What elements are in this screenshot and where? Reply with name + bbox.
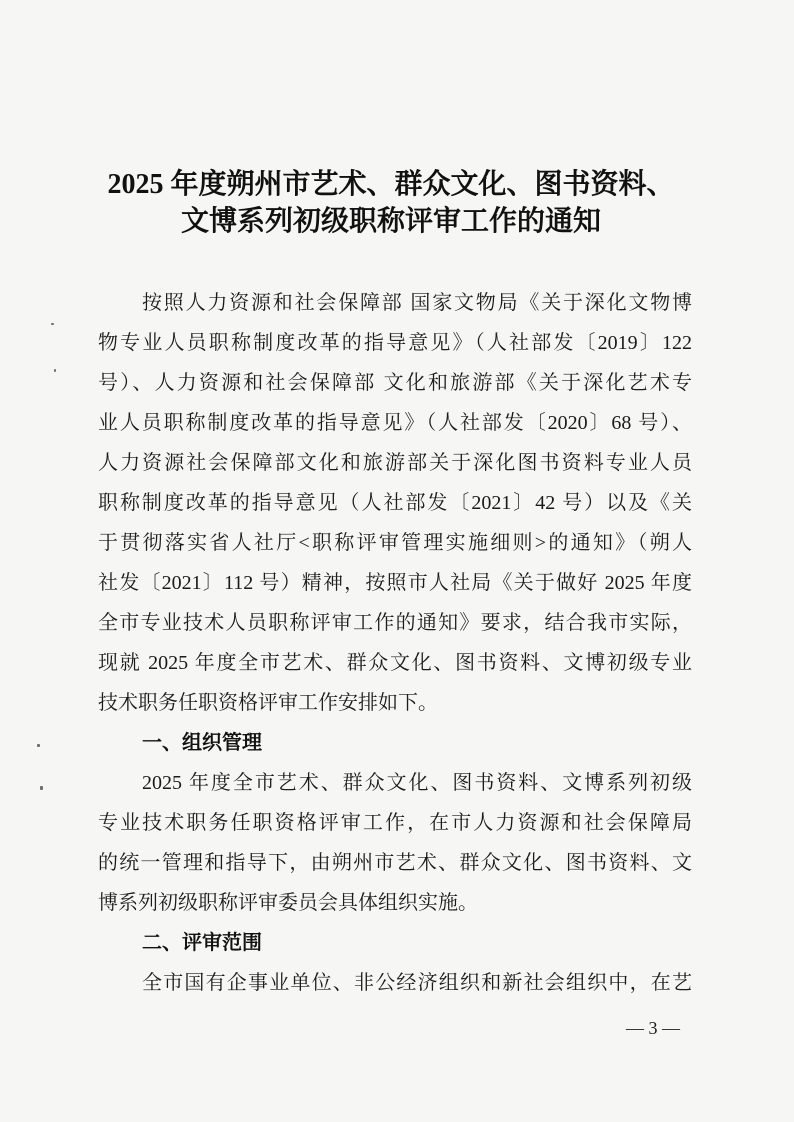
text-line: 于贯彻落实省人社厅<职称评审管理实施细则>的通知》（朔人 — [98, 532, 692, 554]
scope-paragraph — [98, 963, 692, 1003]
intro-paragraph — [98, 283, 692, 723]
scan-speck — [54, 369, 56, 372]
text-line: 的统一管理和指导下，由朔州市艺术、群众文化、图书资料、文 — [98, 852, 692, 874]
scan-speck — [51, 323, 54, 325]
text-line: 人力资源社会保障部文化和旅游部关于深化图书资料专业人员 — [98, 452, 692, 474]
document-title — [0, 166, 782, 240]
document-body — [98, 283, 692, 1003]
text-line: 全市专业技术人员职称评审工作的通知》要求，结合我市实际， — [98, 612, 692, 634]
section-heading-organization: 一、组织管理 — [142, 732, 262, 754]
text-line: 博系列初级职称评审委员会具体组织实施。 — [98, 892, 478, 914]
text-line: 按照人力资源和社会保障部 国家文物局《关于深化文物博 — [142, 292, 692, 314]
scan-speck — [37, 744, 40, 747]
page-number: — 3 — — [626, 1018, 680, 1038]
scan-speck — [40, 786, 43, 790]
text-line: 业人员职称制度改革的指导意见》（人社部发〔2020〕68 号）、 — [98, 412, 692, 434]
text-line: 号）、人力资源和社会保障部 文化和旅游部《关于深化艺术专 — [98, 372, 692, 394]
organization-paragraph — [98, 763, 692, 923]
text-line: 物专业人员职称制度改革的指导意见》（人社部发〔2019〕122 — [98, 332, 692, 354]
text-line: 全市国有企事业单位、非公经济组织和新社会组织中，在艺 — [142, 972, 692, 994]
text-line: 社发〔2021〕112 号）精神，按照市人社局《关于做好 2025 年度 — [98, 572, 692, 594]
text-line: 专业技术职务任职资格评审工作，在市人力资源和社会保障局 — [98, 812, 692, 834]
title-line-1: 2025 年度朔州市艺术、群众文化、图书资料、 — [107, 169, 675, 200]
text-line: 现就 2025 年度全市艺术、群众文化、图书资料、文博初级专业 — [98, 652, 692, 674]
text-line: 2025 年度全市艺术、群众文化、图书资料、文博系列初级 — [142, 772, 692, 794]
text-line: 职称制度改革的指导意见（人社部发〔2021〕42 号）以及《关 — [98, 492, 692, 514]
section-heading-scope: 二、评审范围 — [142, 932, 262, 954]
text-line: 技术职务任职资格评审工作安排如下。 — [98, 692, 438, 714]
title-line-2: 文博系列初级职称评审工作的通知 — [180, 206, 601, 237]
